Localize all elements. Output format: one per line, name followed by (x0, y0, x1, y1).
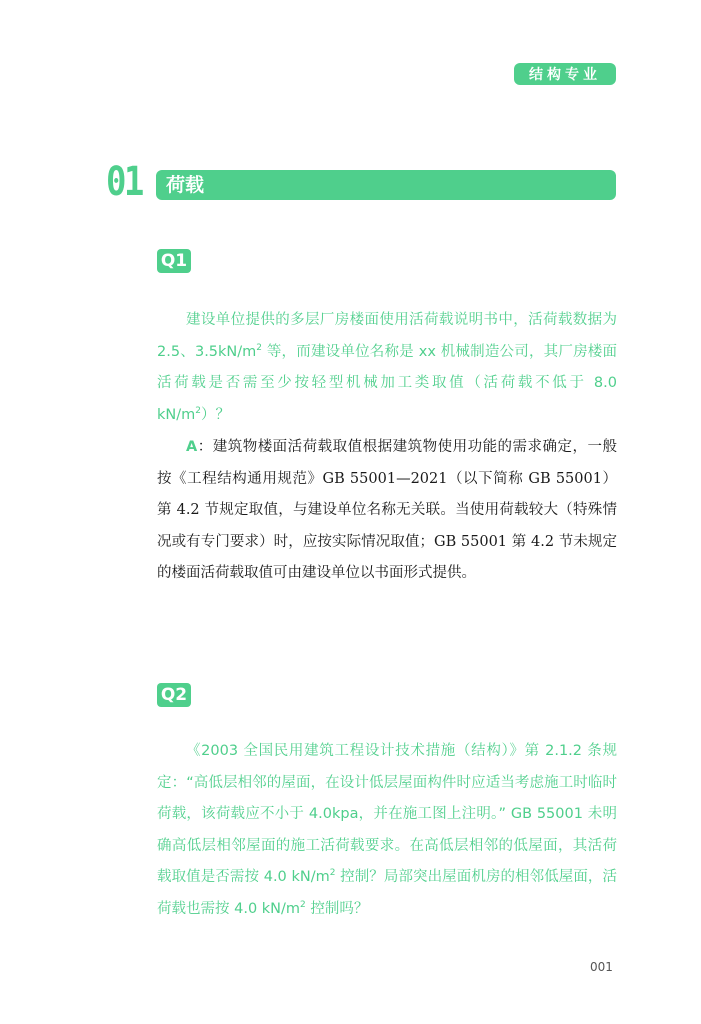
q2-question-text (157, 736, 617, 925)
q2-question-part-1: 《2003 全国民用建筑工程设计技术措施（结构）》第 2.1.2 条规定：“高低层相邻的屋面，在设计低层屋面构件时应适当考虑施工时临时荷载，该荷载应不小于 4.0kpa，并在施工图上注明。” GB 55001 未明确高低层相邻屋面的施工活荷载要求。在高低层相邻的低屋面，其活荷载取值是否需按 4.0 kN/m (157, 743, 617, 885)
q1-unit-superscript-1: 2 (256, 342, 263, 353)
q1-unit-superscript-2: 2 (195, 405, 201, 416)
q2-unit-superscript-1: 2 (329, 868, 336, 879)
q1-question-text (157, 305, 617, 431)
q1-question-part-2: 等，而建设单位名称是 xx 机械制造公司，其厂房楼面活荷载是否需至少按轻型机械加工类取值（活荷载不低于 8.0 kN/m (157, 343, 617, 423)
section-title: 荷载 (166, 174, 205, 196)
section-title-bar (156, 170, 616, 200)
answer-label: A (186, 439, 198, 455)
q1-answer-body: 建筑物楼面活荷载取值根据建筑物使用功能的需求确定，一般按《工程结构通用规范》GB 55001—2021（以下简称 GB 55001）第 4.2 节规定取值，与建设单位名称无关联。当使用荷载较大（特殊情况或有专门要求）时，应按实际情况取值；GB 55001 第 4.2 节未规定的楼面活荷载取值可由建设单位以书面形式提供。 (157, 439, 617, 581)
q1-question-part-3: ）？ (201, 406, 230, 423)
answer-separator: ： (197, 439, 213, 455)
section-number: 01 (106, 159, 142, 205)
q2-unit-superscript-2: 2 (300, 899, 306, 910)
q2-question-part-2: 控制？局部突出屋面机房的相邻低屋面，活荷载也需按 4.0 kN/m (157, 869, 618, 917)
q1-question-part-1: 建设单位提供的多层厂房楼面使用活荷载说明书中，活荷载数据为 2.5、3.5kN/m (157, 312, 617, 360)
page-number: 001 (590, 960, 613, 974)
question-badge-q2: Q2 (157, 683, 191, 707)
q1-answer-text (157, 432, 617, 590)
q2-question-part-3: 控制吗？ (305, 900, 369, 917)
header-category-tag: 结构专业 (514, 63, 616, 85)
question-badge-q1: Q1 (157, 249, 191, 273)
